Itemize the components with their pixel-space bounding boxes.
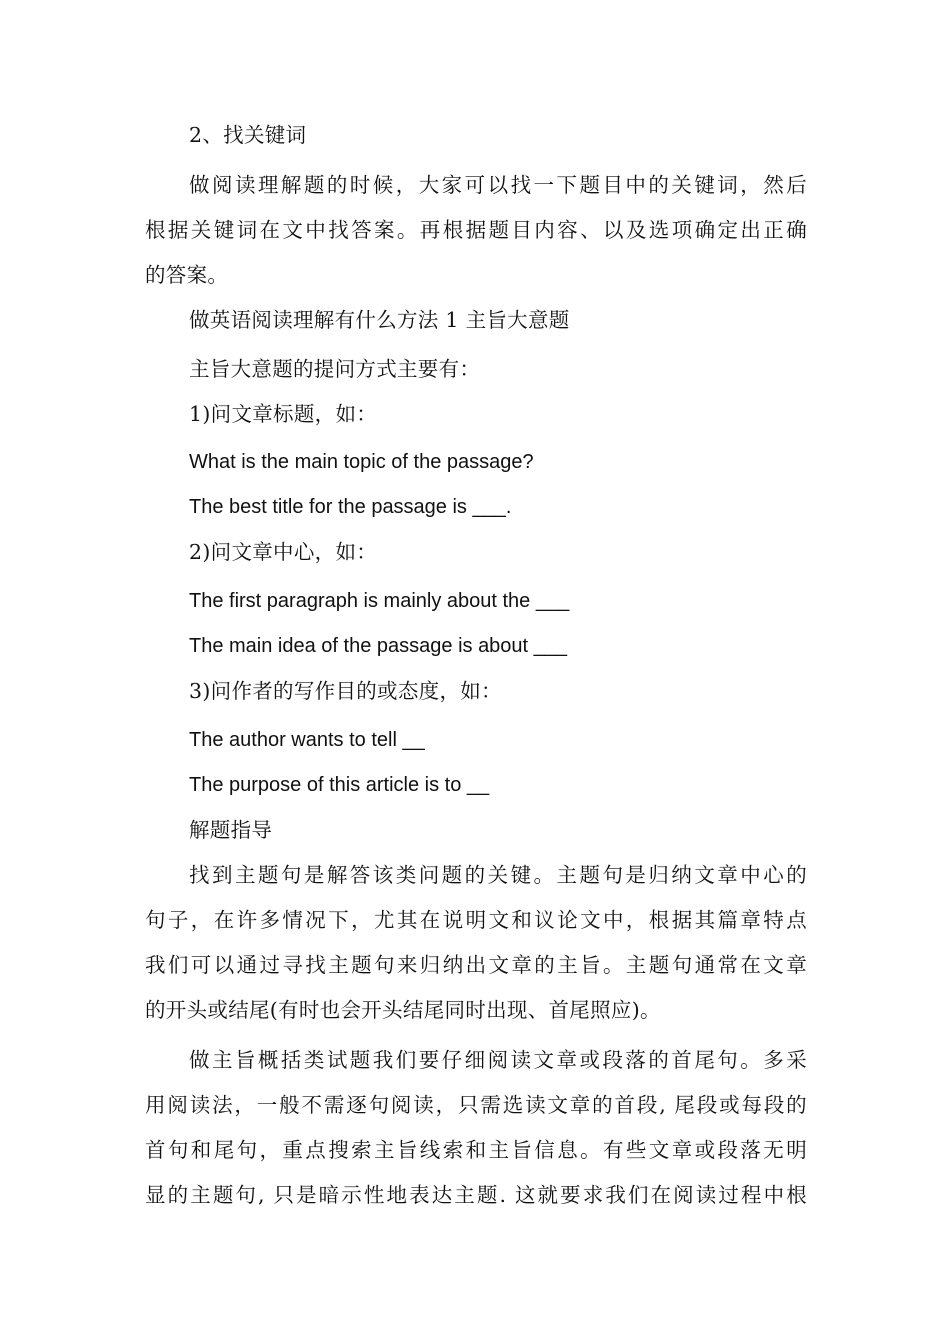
paragraph-line: 的答案。 <box>145 263 229 287</box>
subsection-heading: 解题指导 <box>189 818 273 842</box>
paragraph-line: 用阅读法，一般不需逐句阅读，只需选读文章的首段, 尾段或每段的 <box>145 1093 807 1117</box>
section-heading: 2、找关键词 <box>189 123 307 147</box>
list-item: 2)问文章中心，如： <box>189 540 378 564</box>
list-item: 1)问文章标题，如： <box>189 402 378 426</box>
list-item: 3)问作者的写作目的或态度，如： <box>189 679 502 703</box>
example-sentence: The main idea of the passage is about ___ <box>189 635 568 657</box>
example-sentence: The best title for the passage is ___. <box>189 496 512 518</box>
paragraph-line: 首句和尾句，重点搜索主旨线索和主旨信息。有些文章或段落无明 <box>145 1138 807 1162</box>
paragraph-line: 找到主题句是解答该类问题的关键。主题句是归纳文章中心的 <box>189 863 807 887</box>
paragraph-line: 主旨大意题的提问方式主要有： <box>189 357 481 381</box>
paragraph-line: 显的主题句, 只是暗示性地表达主题. 这就要求我们在阅读过程中根 <box>145 1183 807 1207</box>
paragraph-line: 做主旨概括类试题我们要仔细阅读文章或段落的首尾句。多采 <box>189 1048 807 1072</box>
example-sentence: The purpose of this article is to __ <box>189 774 490 796</box>
example-sentence: What is the main topic of the passage? <box>189 451 534 473</box>
paragraph-line: 的开头或结尾(有时也会开头结尾同时出现、首尾照应)。 <box>145 998 661 1022</box>
paragraph-line: 我们可以通过寻找主题句来归纳出文章的主旨。主题句通常在文章 <box>145 953 807 977</box>
paragraph-line: 根据关键词在文中找答案。再根据题目内容、以及选项确定出正确 <box>145 218 807 242</box>
subsection-heading: 做英语阅读理解有什么方法 1 主旨大意题 <box>189 308 570 332</box>
example-sentence: The first paragraph is mainly about the ___ <box>189 590 570 612</box>
paragraph-line: 句子，在许多情况下，尤其在说明文和议论文中，根据其篇章特点 <box>145 908 807 932</box>
paragraph-line: 做阅读理解题的时候，大家可以找一下题目中的关键词，然后 <box>189 173 807 197</box>
example-sentence: The author wants to tell __ <box>189 729 425 751</box>
